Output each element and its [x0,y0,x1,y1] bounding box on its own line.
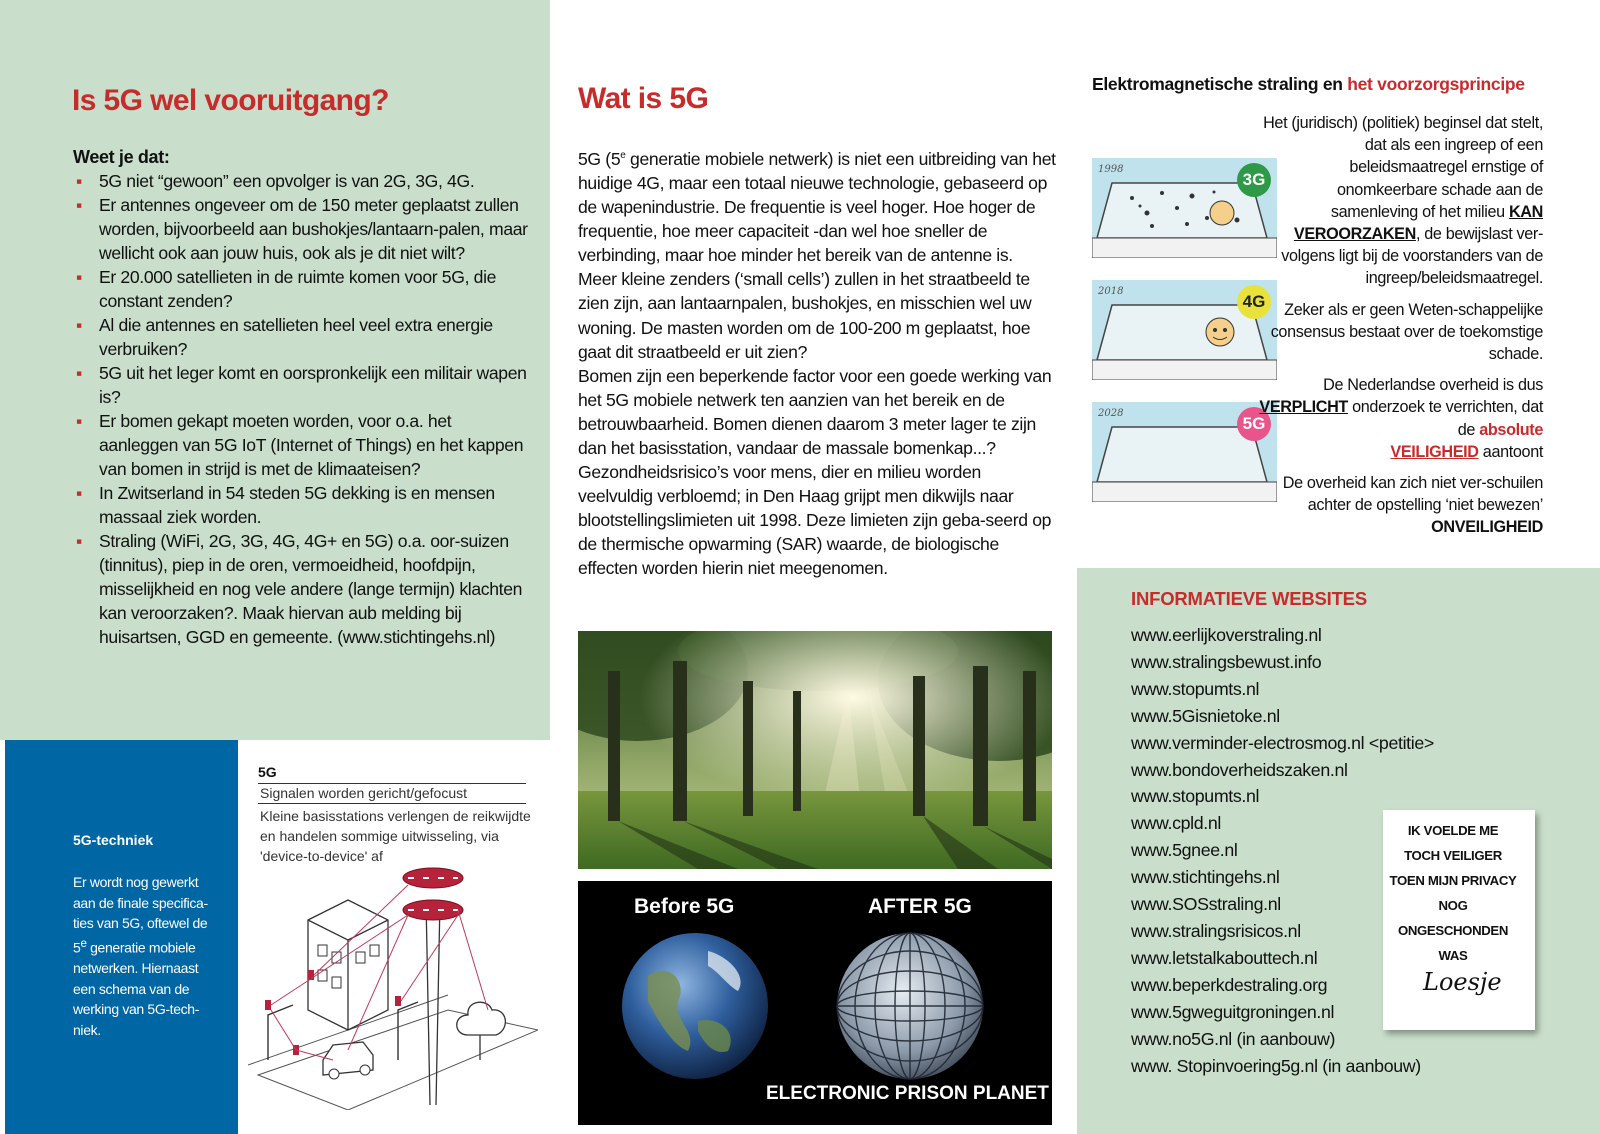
diagram-divider [258,783,526,784]
paragraph: 5G (5e generatie mobiele netwerk) is niet een uitbreiding van het huidige 4G, maar een totaal nieuwe technologie, gebaseerd op de wapenindustrie. De frequentie is veel hoger. Hoe hoger de frequentie, hoe meer capaciteit -dan wel hoe sneller de verbinding, maar hoe minder het bereik van de antenne is. [578,148,1056,266]
website-link[interactable]: www.verminder-electrosmog.nl <petitie> [1131,732,1434,753]
bullet-icon: ▪ [76,363,82,383]
website-link[interactable]: www.beperkdestraling.org [1131,974,1328,995]
website-link[interactable]: www.bondoverheidszaken.nl [1131,759,1348,780]
cartoon-year: 1998 [1098,164,1124,175]
diagram-area [238,740,550,1134]
cartoon-card [1092,280,1277,380]
generation-badge: 3G [1237,163,1271,197]
cartoon-card [1092,402,1277,502]
website-link[interactable]: www.cpld.nl [1131,813,1222,834]
website-link[interactable]: www. Stopinvoering5g.nl (in aanbouw) [1131,1055,1421,1076]
network-diagram-icon [248,860,538,1110]
loesje-signature: Loesje [1423,968,1502,996]
poster-before-label: Before 5G [634,895,735,918]
poster-after-label: AFTER 5G [868,895,972,918]
list-item: ▪ Straling (WiFi, 2G, 3G, 4G, 4G+ en 5G) o.a. oor-suizen (tinnitus), piep in de oren, vermoeidheid, hoofdpijn, misselijkheid en nog vele andere (lange termijn) klachten kan veroorzaken?. Maak hiervan aub melding bij huisartsen, GGD en gemeente. (www.stichtingehs.nl) [76,531,523,647]
precaution-text [1253,112,1543,548]
websites-title: INFORMATIEVE WEBSITES [1131,588,1367,609]
website-link[interactable]: www.stopumts.nl [1131,678,1260,699]
list-item: ▪ Er bomen gekapt moeten worden, voor o.a. het aanleggen van 5G IoT (Internet of Things) en het kappen van bomen in strijd is met de klimaateisen? [76,411,524,479]
bullet-icon: ▪ [76,267,82,287]
diagram-description: Kleine basisstations verlengen de reikwijdte en handelen sommige uitwisseling, via 'device-to-device' af [260,808,531,864]
generation-badge: 5G [1237,407,1271,441]
forest-image-icon [578,631,1052,869]
list-item: ▪ Er 20.000 satellieten in de ruimte komen voor 5G, die constant zenden? [76,267,497,311]
list-item: ▪ 5G uit het leger komt en oorspronkelijk een militair wapen is? [76,363,527,407]
forest-photo [578,631,1052,869]
website-link[interactable]: www.letstalkabouttech.nl [1131,947,1318,968]
left-title: Is 5G wel vooruitgang? [72,84,389,117]
cartoon-year: 2018 [1098,286,1124,297]
generation-badge: 4G [1237,285,1271,319]
middle-title: Wat is 5G [578,82,709,115]
paragraph: Meer kleine zenders (‘small cells’) zullen in het straatbeeld te zien zijn, aan lantaarnpalen, bushokjes, en misschien wel uw woning. De masten worden om de 100-200 m geplaatst, hoe gaat dit straatbeeld er uit zien? [578,269,1032,362]
bullet-icon: ▪ [76,315,82,335]
website-link[interactable]: www.stralingsbewust.info [1131,651,1322,672]
diagram-title: 5G [258,764,277,780]
website-link[interactable]: www.5Gisnietoke.nl [1131,705,1280,726]
before-after-poster [578,881,1052,1125]
website-link[interactable]: www.stralingsrisicos.nl [1131,920,1301,941]
paragraph: Gezondheidsrisico’s voor mens, dier en milieu worden veelvuldig verbloemd; in Den Haag grijpt men dikwijls naar blootstellingslimieten uit 1998. Deze limieten zijn geba-seerd op de thermische opwarming (SAR) waarde, de biologische effecten worden hierin niet meegenomen. [578,462,1052,579]
middle-text [578,144,1058,581]
cartoon-card [1092,158,1277,258]
left-intro: Weet je dat: [73,147,170,167]
paragraph: Zeker als er geen Weten-schappelijke consensus bestaat over de toekomstige schade. [1270,300,1543,364]
website-link[interactable]: www.no5G.nl (in aanbouw) [1131,1028,1336,1049]
list-item: ▪ In Zwitserland in 54 steden 5G dekking is en mensen massaal ziek worden. [76,483,495,527]
list-item: ▪ Er antennes ongeveer om de 150 meter geplaatst zullen worden, bijvoorbeeld aan bushokjes/lantaarn-palen, maar wellicht ook aan jouw huis, ook als je dit niet wilt? [76,195,528,263]
bullet-icon: ▪ [76,411,82,431]
website-link[interactable]: www.eerlijkoverstraling.nl [1131,625,1322,645]
diagram-subtitle: Signalen worden gericht/gefocust [260,785,468,801]
tech-title: 5G-techniek [73,832,154,848]
tech-box [5,740,238,1134]
website-link[interactable]: www.5gweguitgroningen.nl [1131,1001,1335,1022]
website-link[interactable]: www.stichtingehs.nl [1131,867,1280,888]
bullet-icon: ▪ [76,483,82,503]
bullet-icon: ▪ [76,531,82,551]
paragraph: De Nederlandse overheid is dus VERPLICHT onderzoek te verrichten, dat de absolute VEILIGHEID aantoont [1259,376,1543,461]
loesje-poster [1383,810,1535,1030]
website-link[interactable]: www.stopumts.nl [1131,786,1260,807]
tech-text: Er wordt nog gewerkt aan de finale specifica-ties van 5G, oftewel de 5e generatie mobiele netwerken. Hiernaast een schema van de werking van 5G-tech-niek. [73,874,208,1038]
website-link[interactable]: www.5gnee.nl [1131,840,1238,861]
list-item: ▪ Al die antennes en satellieten heel veel extra energie verbruiken? [76,315,493,359]
paragraph: Bomen zijn een beperkende factor voor een goede werking van het 5G mobiele netwerk ten aanzien van het bereik en de betrouwbaarheid. Bomen dienen daarom 3 meter lager te zijn dan het basisstation, vandaar de massale bomenkap...? [578,365,1052,458]
left-panel [0,0,550,740]
website-link[interactable]: www.SOSstraling.nl [1131,894,1281,915]
paragraph: Het (juridisch) (politiek) beginsel dat stelt, dat als een ingreep of een beleidsmaatregel ernstige of onomkeerbare schade aan de samenleving of het milieu KAN VEROORZAKEN, de bewijslast ver-volgens ligt bij de voorstanders van de ingreep/beleidsmaatregel. [1263,114,1543,288]
right-heading: Elektromagnetische straling en het voorzorgsprincipe [1092,74,1525,94]
bullet-icon: ▪ [76,195,82,215]
bullet-list [73,169,533,649]
paragraph: De overheid kan zich niet ver-schuilen achter de opstelling ‘niet bewezen’ ONVEILIGHEID [1282,474,1543,537]
diagram-divider [258,803,526,804]
cartoon-year: 2028 [1098,408,1124,419]
poster-bottom-label: ELECTRONIC PRISON PLANET [766,1083,1049,1104]
loesje-text: IK VOELDE ME TOCH VEILIGER TOEN MIJN PRIVACY NOG ONGESCHONDEN WAS [1389,823,1517,963]
bullet-icon: ▪ [76,171,82,191]
list-item: ▪ 5G niet “gewoon” een opvolger is van 2G, 3G, 4G. [76,171,475,191]
